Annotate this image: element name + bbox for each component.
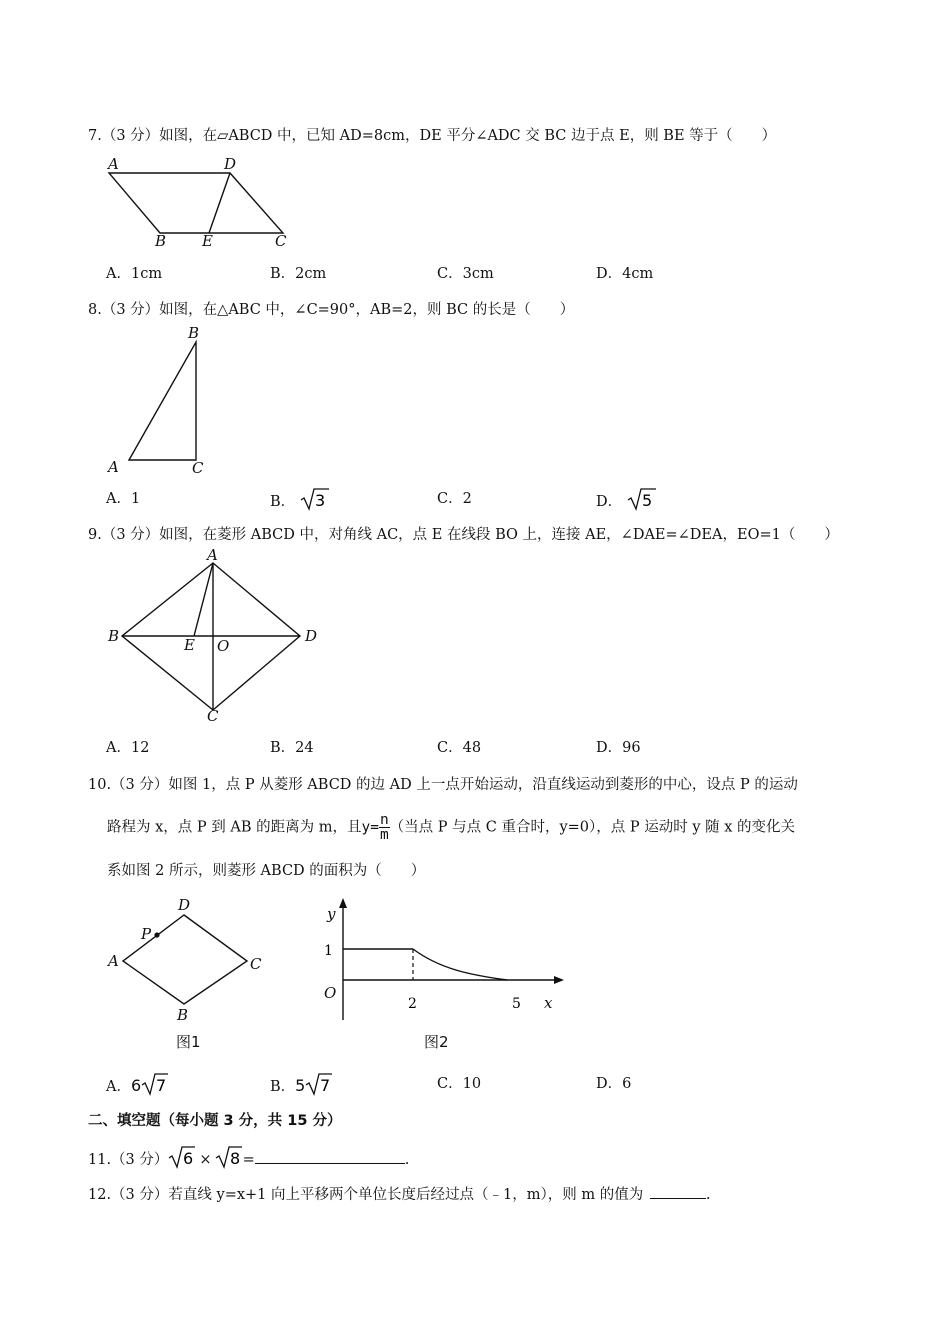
q11-answer-blank[interactable] bbox=[255, 1163, 405, 1164]
q9-label-B: B bbox=[108, 627, 120, 645]
q11 bbox=[88, 1145, 409, 1169]
q9-option-c: C．48 bbox=[437, 740, 482, 756]
q10-fig2-tick-5: 5 bbox=[512, 996, 521, 1012]
q10-line2-text-b: （当点 P 与点 C 重合时，y=0），点 P 运动时 y 随 x 的变化关 bbox=[389, 819, 796, 836]
q10-option-b-radical bbox=[305, 1072, 333, 1096]
q9-option-a: A．12 bbox=[106, 740, 150, 756]
q10-option-a-radicand: 7 bbox=[156, 1076, 167, 1095]
q10-option-c: C．10 bbox=[437, 1076, 482, 1092]
q7-label-B: B bbox=[155, 232, 167, 250]
q11-suffix: . bbox=[404, 1152, 410, 1168]
q8-option-b-label: B． bbox=[270, 494, 296, 510]
q11-sqrt8-radical bbox=[215, 1145, 243, 1169]
q8-option-b bbox=[270, 487, 330, 511]
q9-option-b: B．24 bbox=[270, 740, 314, 756]
q9-label-O: O bbox=[217, 637, 230, 655]
q8-stem: 8.（3 分）如图，在△ABC 中，∠C=90°，AB=2，则 BC 的长是（ ） bbox=[88, 302, 575, 318]
q7-parallelogram-figure bbox=[100, 150, 300, 250]
q10-option-a-label: A． bbox=[106, 1079, 131, 1095]
q10-fig1-point-P bbox=[154, 932, 159, 937]
q10-fig2-label-y: y bbox=[327, 905, 336, 923]
q9-label-D: D bbox=[305, 627, 318, 645]
q8-label-C: C bbox=[192, 459, 204, 477]
q10-figure2 bbox=[310, 895, 570, 1055]
q10-line3: 系如图 2 所示，则菱形 ABCD 的面积为（ ） bbox=[107, 863, 426, 879]
q12 bbox=[88, 1183, 710, 1204]
q7-label-E: E bbox=[202, 232, 213, 250]
q10-option-b-label: B． bbox=[270, 1079, 296, 1095]
q9-label-E: E bbox=[184, 636, 195, 654]
q8-radicand-3: 3 bbox=[314, 491, 325, 510]
q10-fig1-label-B: B bbox=[177, 1006, 189, 1024]
q10-formula-denominator: m bbox=[379, 827, 389, 843]
q7-segment-DE bbox=[209, 173, 230, 233]
q12-suffix: . bbox=[705, 1187, 711, 1203]
q10-fig1-label-C: C bbox=[250, 955, 262, 973]
q10-option-a-radical bbox=[141, 1072, 169, 1096]
q9-segment-AE bbox=[194, 563, 213, 636]
q7-label-A: A bbox=[108, 155, 119, 173]
q10-fig1-label-D: D bbox=[178, 896, 191, 914]
q8-option-d-label: D． bbox=[596, 494, 623, 510]
q7-option-c: C．3cm bbox=[437, 266, 494, 282]
q10-fig1-label-P: P bbox=[141, 925, 152, 943]
q8-radicand-5: 5 bbox=[641, 491, 652, 510]
q7-option-d: D．4cm bbox=[596, 266, 654, 282]
q8-right-triangle bbox=[129, 342, 196, 460]
q9-stem: 9.（3 分）如图，在菱形 ABCD 中，对角线 AC，点 E 在线段 BO 上，连接 AE，∠DAE=∠DEA，EO=1（ ） bbox=[88, 527, 839, 543]
q10-fig1-caption: 图1 bbox=[176, 1033, 201, 1051]
q7-label-D: D bbox=[224, 155, 237, 173]
q10-fig2-label-O: O bbox=[324, 984, 337, 1002]
q11-times-sign: × bbox=[199, 1152, 212, 1168]
q8-label-A: A bbox=[108, 458, 119, 476]
q7-stem: 7.（3 分）如图，在▱ABCD 中，已知 AD=8cm，DE 平分∠ADC 交 BC 边于点 E，则 BE 等于（ ） bbox=[88, 128, 777, 144]
q11-prefix: 11.（3 分） bbox=[88, 1152, 169, 1168]
q10-fig2-y-arrow bbox=[339, 898, 347, 908]
q7-option-b: B．2cm bbox=[270, 266, 327, 282]
q9-label-A: A bbox=[207, 546, 218, 564]
q8-sqrt3-radical bbox=[300, 487, 330, 511]
q8-label-B: B bbox=[188, 324, 200, 342]
q10-fig2-label-x: x bbox=[544, 994, 553, 1012]
q10-formula-numerator: n bbox=[379, 812, 389, 828]
q9-option-d: D．96 bbox=[596, 740, 641, 756]
q10-option-b bbox=[270, 1072, 333, 1096]
section2-title: 二、填空题（每小题 3 分，共 15 分） bbox=[88, 1113, 342, 1129]
q11-radicand-8: 8 bbox=[229, 1149, 240, 1168]
q11-equals: = bbox=[242, 1152, 255, 1168]
q10-option-b-coefficient: 5 bbox=[295, 1076, 306, 1095]
q10-line2 bbox=[107, 813, 795, 842]
q12-text: 12.（3 分）若直线 y=x+1 向上平移两个单位长度后经过点（﹣1，m），则 m 的值为 bbox=[88, 1187, 644, 1203]
q8-triangle-figure bbox=[100, 322, 220, 482]
q10-fig2-tick-1: 1 bbox=[324, 943, 333, 959]
q10-fig2-curve bbox=[413, 949, 507, 980]
q7-option-a: A．1cm bbox=[106, 266, 163, 282]
q7-label-C: C bbox=[275, 232, 287, 250]
q10-option-a-coefficient: 6 bbox=[130, 1076, 142, 1095]
q10-formula-lhs: y= bbox=[361, 819, 379, 836]
q8-sqrt5-radical bbox=[627, 487, 657, 511]
q12-answer-blank[interactable] bbox=[650, 1198, 706, 1199]
q10-line1: 10.（3 分）如图 1，点 P 从菱形 ABCD 的边 AD 上一点开始运动，沿直线运动到菱形的中心，设点 P 的运动 bbox=[88, 777, 798, 793]
q9-rhombus-figure bbox=[100, 548, 330, 728]
q10-fig1-label-A: A bbox=[108, 952, 119, 970]
q8-option-a: A．1 bbox=[106, 491, 141, 507]
q11-radicand-6: 6 bbox=[183, 1149, 194, 1168]
q10-line2-text-a: 路程为 x，点 P 到 AB 的距离为 m，且 bbox=[107, 819, 362, 836]
q10-option-a bbox=[106, 1072, 169, 1096]
q10-fig2-tick-2: 2 bbox=[408, 996, 417, 1012]
q7-parallelogram bbox=[109, 173, 283, 233]
q8-option-c: C．2 bbox=[437, 491, 472, 507]
q10-fig2-x-arrow bbox=[554, 976, 564, 984]
q9-label-C: C bbox=[207, 707, 219, 725]
q10-formula-fraction bbox=[379, 813, 390, 842]
q10-fig2-caption: 图2 bbox=[424, 1033, 449, 1051]
q11-sqrt6-radical bbox=[168, 1145, 196, 1169]
q10-option-b-radicand: 7 bbox=[320, 1076, 331, 1095]
q8-option-d bbox=[596, 487, 657, 511]
q10-option-d: D．6 bbox=[596, 1076, 632, 1092]
q10-figure1 bbox=[100, 895, 280, 1055]
